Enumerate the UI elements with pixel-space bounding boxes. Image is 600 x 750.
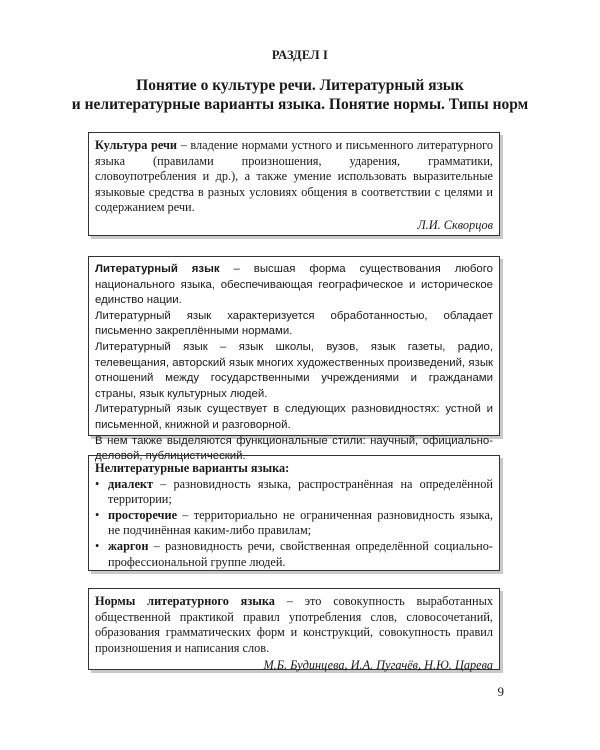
definition-term: Литературный язык (95, 263, 220, 275)
bullet-icon: • (95, 507, 100, 522)
citation-author: М.Б. Будинцева, И.А. Пугачёв, Н.Ю. Царева (263, 658, 493, 673)
definition-paragraph (95, 594, 493, 656)
page-number: 9 (497, 684, 504, 699)
paragraph: Литературный язык существует в следующих разновидностях: устной и письменной, книжной и разговорной. (95, 403, 493, 431)
list-item (95, 539, 493, 570)
page-title-line-2: и нелитературные варианты языка. Понятие нормы. Типы норм (71, 96, 529, 113)
list-item-text: – территориально не ограниченная разновидность языка, не подчинённая каким-либо правилам; (108, 507, 493, 538)
page-title-line-1: Понятие о культуре речи. Литературный язык (136, 77, 464, 94)
definition-box-culture-of-speech (88, 132, 500, 236)
paragraph: Литературный язык – язык школы, вузов, язык газеты, радио, телевещания, авторский язык многих художественных произведений, язык отношений между государственными учреждениями и гражданами страны, язык культурных людей. (95, 340, 493, 400)
citation-author: Л.И. Скворцов (417, 217, 493, 232)
definition-term: Культура речи (95, 138, 178, 152)
section-label: РАЗДЕЛ I (271, 48, 329, 62)
list-item (95, 477, 493, 508)
definition-text: – высшая форма существования любого национального языка, обеспечивающая географическое и историческое единство нации. (95, 263, 494, 307)
definition-paragraph (95, 262, 493, 309)
definition-box-literary-norms (88, 588, 500, 673)
nonliterary-variants-box (88, 455, 500, 571)
definition-term: Нормы литературного языка (95, 594, 275, 608)
list-item-text: – разновидность языка, распространённая на определённой территории; (108, 476, 493, 507)
list-item-text: – разновидность речи, свойственная определённой социально-профессиональной группе людей. (108, 538, 493, 569)
paragraph: В нем также выделяются функциональные стили: научный, официально-деловой, публицистический. (95, 434, 493, 463)
definition-box-literary-language (88, 256, 500, 463)
paragraph: Литературный язык характеризуется обработанностью, обладает письменно закреплёнными нормами. (95, 309, 493, 338)
bullet-icon: • (95, 476, 100, 491)
list-item-term: диалект (108, 476, 154, 491)
bullet-icon: • (95, 538, 100, 553)
list-item-term: просторечие (108, 507, 178, 522)
list-item-term: жаргон (108, 538, 149, 553)
definition-text: – это совокупность выработанных общественной практикой правил употребления слов, словосочетаний, образования грамматических форм и конструкций, совокупность правил произношения и написания слов. (95, 594, 493, 655)
definition-text: – владение нормами устного и письменного литературного языка (правилами произношения, ударения, грамматики, словоупотребления и др.), а также умение использовать выразительные языковые средства в разных условиях общения в соответствии с целями и содержанием речи. (95, 138, 493, 215)
list-item (95, 508, 493, 539)
box-heading: Нелитературные варианты языка: (95, 461, 290, 475)
page-title (60, 76, 540, 114)
variants-list (95, 477, 493, 571)
definition-paragraph (95, 138, 493, 216)
